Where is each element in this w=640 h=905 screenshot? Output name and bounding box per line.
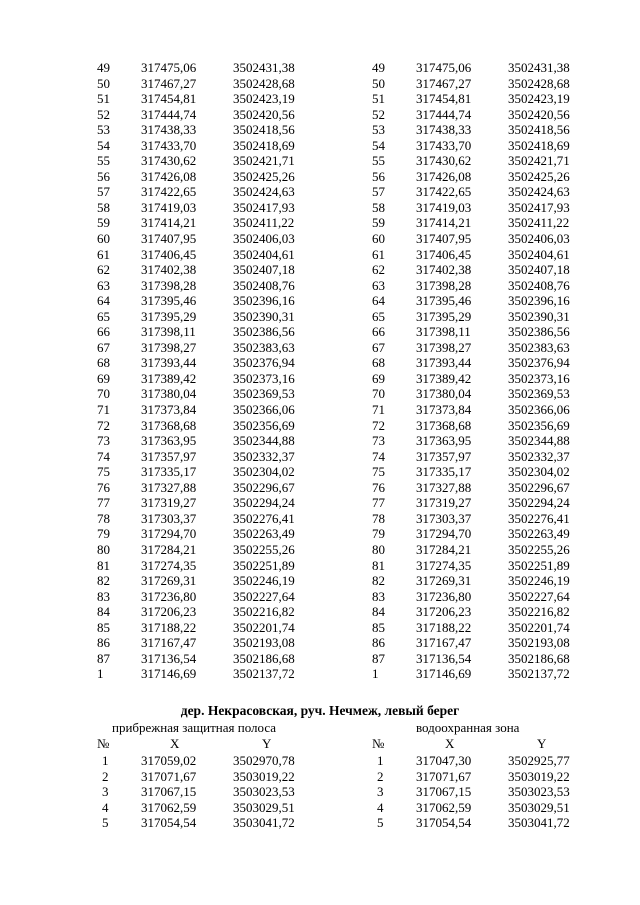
coord-y: 3502216,82 xyxy=(233,604,295,620)
point-number: 74 xyxy=(97,448,110,464)
coord-y: 3502425,26 xyxy=(233,168,295,184)
point-number: 78 xyxy=(372,510,385,526)
point-number: 67 xyxy=(97,339,110,355)
point-number: 73 xyxy=(97,433,110,449)
coord-y: 3503019,22 xyxy=(233,768,295,784)
point-number: 3 xyxy=(377,784,384,800)
coord-x: 317406,45 xyxy=(141,246,197,262)
point-number: 1 xyxy=(377,753,384,768)
coord-y: 3502255,26 xyxy=(233,541,295,557)
header-x: X xyxy=(170,736,180,751)
coord-x: 317357,97 xyxy=(416,448,472,464)
coord-y: 3502425,26 xyxy=(508,168,570,184)
coord-y: 3502376,94 xyxy=(508,355,570,371)
section-title: дер. Некрасовская, руч. Нечмеж, левый берег xyxy=(180,703,460,718)
coord-x: 317269,31 xyxy=(416,573,472,589)
coord-y: 3502216,82 xyxy=(508,604,570,620)
point-number: 4 xyxy=(377,799,384,815)
coord-y: 3502431,38 xyxy=(233,60,295,75)
coord-y: 3502137,72 xyxy=(508,666,570,682)
coord-y: 3502246,19 xyxy=(508,573,570,589)
point-number: 64 xyxy=(372,293,385,309)
coord-y: 3502418,56 xyxy=(233,122,295,138)
coord-y: 3502366,06 xyxy=(233,402,295,418)
point-number: 83 xyxy=(372,588,385,604)
point-number: 63 xyxy=(97,277,110,293)
coord-y: 3502251,89 xyxy=(233,557,295,573)
coord-y: 3502386,56 xyxy=(233,324,295,340)
point-number: 53 xyxy=(97,122,110,138)
coord-x: 317444,74 xyxy=(141,106,197,122)
coord-y: 3502404,61 xyxy=(233,246,295,262)
coord-y: 3502411,22 xyxy=(508,215,570,231)
coord-y: 3502255,26 xyxy=(508,541,570,557)
point-number: 55 xyxy=(97,153,110,169)
coord-x: 317357,97 xyxy=(141,448,197,464)
coord-y: 3502344,88 xyxy=(508,433,570,449)
coord-x: 317467,27 xyxy=(416,75,472,91)
coord-y: 3502396,16 xyxy=(508,293,570,309)
coord-y: 3502383,63 xyxy=(233,339,295,355)
point-number: 61 xyxy=(372,246,385,262)
coord-x: 317433,70 xyxy=(141,137,197,153)
coord-y: 3503023,53 xyxy=(508,784,570,800)
coord-x: 317269,31 xyxy=(141,573,197,589)
coord-x: 317433,70 xyxy=(416,137,472,153)
point-number: 67 xyxy=(372,339,385,355)
coord-x: 317389,42 xyxy=(416,370,472,386)
point-number: 63 xyxy=(372,277,385,293)
point-number: 85 xyxy=(372,619,385,635)
coord-x: 317284,21 xyxy=(141,541,197,557)
coord-y: 3502420,56 xyxy=(233,106,295,122)
coord-x: 317398,28 xyxy=(416,277,472,293)
coord-x: 317067,15 xyxy=(141,784,197,800)
coord-x: 317274,35 xyxy=(416,557,472,573)
coord-x: 317398,27 xyxy=(416,339,472,355)
coord-y: 3502418,56 xyxy=(508,122,570,138)
coord-y: 3502356,69 xyxy=(233,417,295,433)
header-y: Y xyxy=(537,736,547,751)
coord-x: 317414,21 xyxy=(416,215,472,231)
coord-x: 317146,69 xyxy=(141,666,197,682)
coord-y: 3502421,71 xyxy=(508,153,570,169)
point-number: 70 xyxy=(372,386,385,402)
point-number: 56 xyxy=(97,168,110,184)
coord-y: 3502390,31 xyxy=(233,308,295,324)
point-number: 56 xyxy=(372,168,385,184)
coord-y: 3502276,41 xyxy=(233,510,295,526)
coord-y: 3502186,68 xyxy=(508,650,570,666)
point-number: 74 xyxy=(372,448,385,464)
coord-x: 317438,33 xyxy=(141,122,197,138)
point-number: 84 xyxy=(97,604,110,620)
coord-x: 317395,29 xyxy=(141,308,197,324)
coord-x: 317398,28 xyxy=(141,277,197,293)
coord-y: 3502366,06 xyxy=(508,402,570,418)
coord-y: 3503019,22 xyxy=(508,768,570,784)
coord-y: 3502344,88 xyxy=(233,433,295,449)
coord-y: 3502201,74 xyxy=(233,619,295,635)
coord-y: 3503029,51 xyxy=(233,799,295,815)
coord-x: 317294,70 xyxy=(416,526,472,542)
point-number: 79 xyxy=(97,526,110,542)
point-number: 52 xyxy=(97,106,110,122)
coord-y: 3502201,74 xyxy=(508,619,570,635)
coord-x: 317319,27 xyxy=(141,495,197,511)
coord-x: 317402,38 xyxy=(141,262,197,278)
coord-x: 317294,70 xyxy=(141,526,197,542)
coord-x: 317395,29 xyxy=(416,308,472,324)
point-number: 3 xyxy=(102,784,109,800)
coord-x: 317363,95 xyxy=(416,433,472,449)
point-number: 59 xyxy=(97,215,110,231)
point-number: 58 xyxy=(372,199,385,215)
left-subtitle: прибрежная защитная полоса xyxy=(112,720,277,735)
point-number: 69 xyxy=(97,370,110,386)
coord-y: 3502251,89 xyxy=(508,557,570,573)
coord-y: 3502332,37 xyxy=(233,448,295,464)
point-number: 61 xyxy=(97,246,110,262)
coord-x: 317475,06 xyxy=(416,60,472,75)
point-number: 85 xyxy=(97,619,110,635)
coord-x: 317303,37 xyxy=(141,510,197,526)
point-number: 60 xyxy=(97,231,110,247)
coord-y: 3502411,22 xyxy=(233,215,295,231)
coord-x: 317071,67 xyxy=(416,768,472,784)
point-number: 65 xyxy=(97,308,110,324)
point-number: 52 xyxy=(372,106,385,122)
coord-x: 317398,27 xyxy=(141,339,197,355)
point-number: 54 xyxy=(97,137,110,153)
coord-y: 3503023,53 xyxy=(233,784,295,800)
coord-y: 3503041,72 xyxy=(233,815,295,831)
point-number: 5 xyxy=(377,815,384,831)
coord-x: 317062,59 xyxy=(141,799,197,815)
header-x: X xyxy=(445,736,455,751)
point-number: 1 xyxy=(97,666,104,682)
coord-x: 317335,17 xyxy=(416,464,472,480)
point-number: 77 xyxy=(97,495,110,511)
coord-x: 317206,23 xyxy=(416,604,472,620)
coord-x: 317274,35 xyxy=(141,557,197,573)
right-subtitle: водоохранная зона xyxy=(416,720,520,735)
point-number: 66 xyxy=(97,324,110,340)
coord-x: 317422,65 xyxy=(141,184,197,200)
coord-y: 3502428,68 xyxy=(233,75,295,91)
point-number: 57 xyxy=(372,184,385,200)
coord-y: 3502396,16 xyxy=(233,293,295,309)
point-number: 69 xyxy=(372,370,385,386)
point-number: 51 xyxy=(372,91,385,107)
coord-x: 317047,30 xyxy=(416,753,472,768)
point-number: 80 xyxy=(97,541,110,557)
coord-y: 3502417,93 xyxy=(233,199,295,215)
point-number: 54 xyxy=(372,137,385,153)
coord-y: 3502406,03 xyxy=(508,231,570,247)
coord-x: 317236,80 xyxy=(141,588,197,604)
coord-y: 3502417,93 xyxy=(508,199,570,215)
coord-y: 3502356,69 xyxy=(508,417,570,433)
point-number: 1 xyxy=(372,666,379,682)
coord-y: 3502246,19 xyxy=(233,573,295,589)
coord-y: 3502390,31 xyxy=(508,308,570,324)
coord-y: 3502386,56 xyxy=(508,324,570,340)
coord-x: 317071,67 xyxy=(141,768,197,784)
point-number: 81 xyxy=(97,557,110,573)
coord-y: 3502970,78 xyxy=(233,753,295,768)
coord-y: 3502193,08 xyxy=(508,635,570,651)
point-number: 81 xyxy=(372,557,385,573)
point-number: 4 xyxy=(102,799,109,815)
coord-y: 3502227,64 xyxy=(233,588,295,604)
point-number: 87 xyxy=(372,650,385,666)
coord-y: 3502227,64 xyxy=(508,588,570,604)
coord-x: 317067,15 xyxy=(416,784,472,800)
coord-y: 3502404,61 xyxy=(508,246,570,262)
point-number: 77 xyxy=(372,495,385,511)
coord-x: 317389,42 xyxy=(141,370,197,386)
coord-x: 317454,81 xyxy=(141,91,197,107)
coord-x: 317363,95 xyxy=(141,433,197,449)
coord-y: 3502193,08 xyxy=(233,635,295,651)
point-number: 76 xyxy=(372,479,385,495)
coord-y: 3502925,77 xyxy=(508,753,570,768)
point-number: 68 xyxy=(372,355,385,371)
coord-x: 317393,44 xyxy=(141,355,197,371)
point-number: 82 xyxy=(372,573,385,589)
coord-y: 3502408,76 xyxy=(233,277,295,293)
coord-x: 317327,88 xyxy=(141,479,197,495)
coord-y: 3502294,24 xyxy=(233,495,295,511)
point-number: 50 xyxy=(372,75,385,91)
coord-x: 317454,81 xyxy=(416,91,472,107)
coord-y: 3502263,49 xyxy=(508,526,570,542)
point-number: 65 xyxy=(372,308,385,324)
coord-x: 317167,47 xyxy=(141,635,197,651)
coord-y: 3503029,51 xyxy=(508,799,570,815)
coord-x: 317319,27 xyxy=(416,495,472,511)
coord-y: 3502294,24 xyxy=(508,495,570,511)
coord-y: 3502263,49 xyxy=(233,526,295,542)
coord-x: 317395,46 xyxy=(416,293,472,309)
point-number: 79 xyxy=(372,526,385,542)
point-number: 78 xyxy=(97,510,110,526)
coord-y: 3502424,63 xyxy=(233,184,295,200)
point-number: 50 xyxy=(97,75,110,91)
point-number: 2 xyxy=(377,768,384,784)
point-number: 84 xyxy=(372,604,385,620)
point-number: 1 xyxy=(102,753,109,768)
header-number: № xyxy=(97,736,110,751)
coord-x: 317467,27 xyxy=(141,75,197,91)
coord-x: 317059,02 xyxy=(141,753,197,768)
coord-x: 317430,62 xyxy=(416,153,472,169)
coord-y: 3502304,02 xyxy=(233,464,295,480)
coord-x: 317430,62 xyxy=(141,153,197,169)
coord-y: 3502376,94 xyxy=(233,355,295,371)
coord-y: 3502369,53 xyxy=(508,386,570,402)
point-number: 73 xyxy=(372,433,385,449)
coord-y: 3502407,18 xyxy=(233,262,295,278)
coord-x: 317419,03 xyxy=(141,199,197,215)
coord-y: 3502383,63 xyxy=(508,339,570,355)
coord-y: 3502423,19 xyxy=(233,91,295,107)
coord-x: 317054,54 xyxy=(416,815,472,831)
point-number: 71 xyxy=(372,402,385,418)
header-number: № xyxy=(372,736,385,751)
coord-x: 317136,54 xyxy=(416,650,472,666)
coord-y: 3502373,16 xyxy=(508,370,570,386)
point-number: 53 xyxy=(372,122,385,138)
point-number: 49 xyxy=(97,60,110,75)
coord-x: 317335,17 xyxy=(141,464,197,480)
point-number: 70 xyxy=(97,386,110,402)
coord-x: 317284,21 xyxy=(416,541,472,557)
point-number: 49 xyxy=(372,60,385,75)
point-number: 83 xyxy=(97,588,110,604)
coord-y: 3502137,72 xyxy=(233,666,295,682)
coord-y: 3502296,67 xyxy=(508,479,570,495)
coord-y: 3502418,69 xyxy=(508,137,570,153)
coord-x: 317407,95 xyxy=(416,231,472,247)
coord-y: 3502421,71 xyxy=(233,153,295,169)
coord-x: 317422,65 xyxy=(416,184,472,200)
coord-x: 317188,22 xyxy=(141,619,197,635)
point-number: 76 xyxy=(97,479,110,495)
coord-x: 317402,38 xyxy=(416,262,472,278)
coord-y: 3502423,19 xyxy=(508,91,570,107)
coord-y: 3502304,02 xyxy=(508,464,570,480)
coord-x: 317327,88 xyxy=(416,479,472,495)
coord-y: 3502431,38 xyxy=(508,60,570,75)
coord-x: 317373,84 xyxy=(416,402,472,418)
coord-x: 317407,95 xyxy=(141,231,197,247)
coord-x: 317303,37 xyxy=(416,510,472,526)
coord-x: 317206,23 xyxy=(141,604,197,620)
point-number: 66 xyxy=(372,324,385,340)
point-number: 68 xyxy=(97,355,110,371)
coord-x: 317167,47 xyxy=(416,635,472,651)
point-number: 55 xyxy=(372,153,385,169)
point-number: 62 xyxy=(97,262,110,278)
coord-y: 3502296,67 xyxy=(233,479,295,495)
point-number: 87 xyxy=(97,650,110,666)
coord-y: 3502276,41 xyxy=(508,510,570,526)
coord-x: 317475,06 xyxy=(141,60,197,75)
coord-y: 3502407,18 xyxy=(508,262,570,278)
coord-y: 3502369,53 xyxy=(233,386,295,402)
coord-x: 317373,84 xyxy=(141,402,197,418)
coord-x: 317368,68 xyxy=(416,417,472,433)
coord-x: 317062,59 xyxy=(416,799,472,815)
point-number: 58 xyxy=(97,199,110,215)
coord-y: 3502420,56 xyxy=(508,106,570,122)
point-number: 75 xyxy=(97,464,110,480)
coord-x: 317054,54 xyxy=(141,815,197,831)
coord-x: 317380,04 xyxy=(141,386,197,402)
point-number: 72 xyxy=(97,417,110,433)
coord-y: 3502373,16 xyxy=(233,370,295,386)
point-number: 64 xyxy=(97,293,110,309)
point-number: 72 xyxy=(372,417,385,433)
coord-x: 317395,46 xyxy=(141,293,197,309)
coord-x: 317393,44 xyxy=(416,355,472,371)
coord-x: 317438,33 xyxy=(416,122,472,138)
point-number: 71 xyxy=(97,402,110,418)
coord-y: 3502186,68 xyxy=(233,650,295,666)
coord-x: 317426,08 xyxy=(416,168,472,184)
point-number: 59 xyxy=(372,215,385,231)
point-number: 86 xyxy=(97,635,110,651)
coord-x: 317398,11 xyxy=(141,324,196,340)
coord-x: 317368,68 xyxy=(141,417,197,433)
point-number: 80 xyxy=(372,541,385,557)
coord-x: 317426,08 xyxy=(141,168,197,184)
header-y: Y xyxy=(262,736,272,751)
coord-x: 317136,54 xyxy=(141,650,197,666)
point-number: 51 xyxy=(97,91,110,107)
coord-x: 317146,69 xyxy=(416,666,472,682)
point-number: 2 xyxy=(102,768,109,784)
coord-x: 317414,21 xyxy=(141,215,197,231)
coord-x: 317398,11 xyxy=(416,324,471,340)
coord-x: 317444,74 xyxy=(416,106,472,122)
coord-x: 317419,03 xyxy=(416,199,472,215)
coord-y: 3502418,69 xyxy=(233,137,295,153)
point-number: 5 xyxy=(102,815,109,831)
coord-y: 3502408,76 xyxy=(508,277,570,293)
coord-x: 317380,04 xyxy=(416,386,472,402)
point-number: 62 xyxy=(372,262,385,278)
point-number: 86 xyxy=(372,635,385,651)
coord-y: 3502424,63 xyxy=(508,184,570,200)
coord-x: 317406,45 xyxy=(416,246,472,262)
coord-x: 317188,22 xyxy=(416,619,472,635)
coord-y: 3502406,03 xyxy=(233,231,295,247)
coord-x: 317236,80 xyxy=(416,588,472,604)
point-number: 82 xyxy=(97,573,110,589)
point-number: 75 xyxy=(372,464,385,480)
coord-y: 3502332,37 xyxy=(508,448,570,464)
point-number: 57 xyxy=(97,184,110,200)
coord-y: 3502428,68 xyxy=(508,75,570,91)
coord-y: 3503041,72 xyxy=(508,815,570,831)
point-number: 60 xyxy=(372,231,385,247)
